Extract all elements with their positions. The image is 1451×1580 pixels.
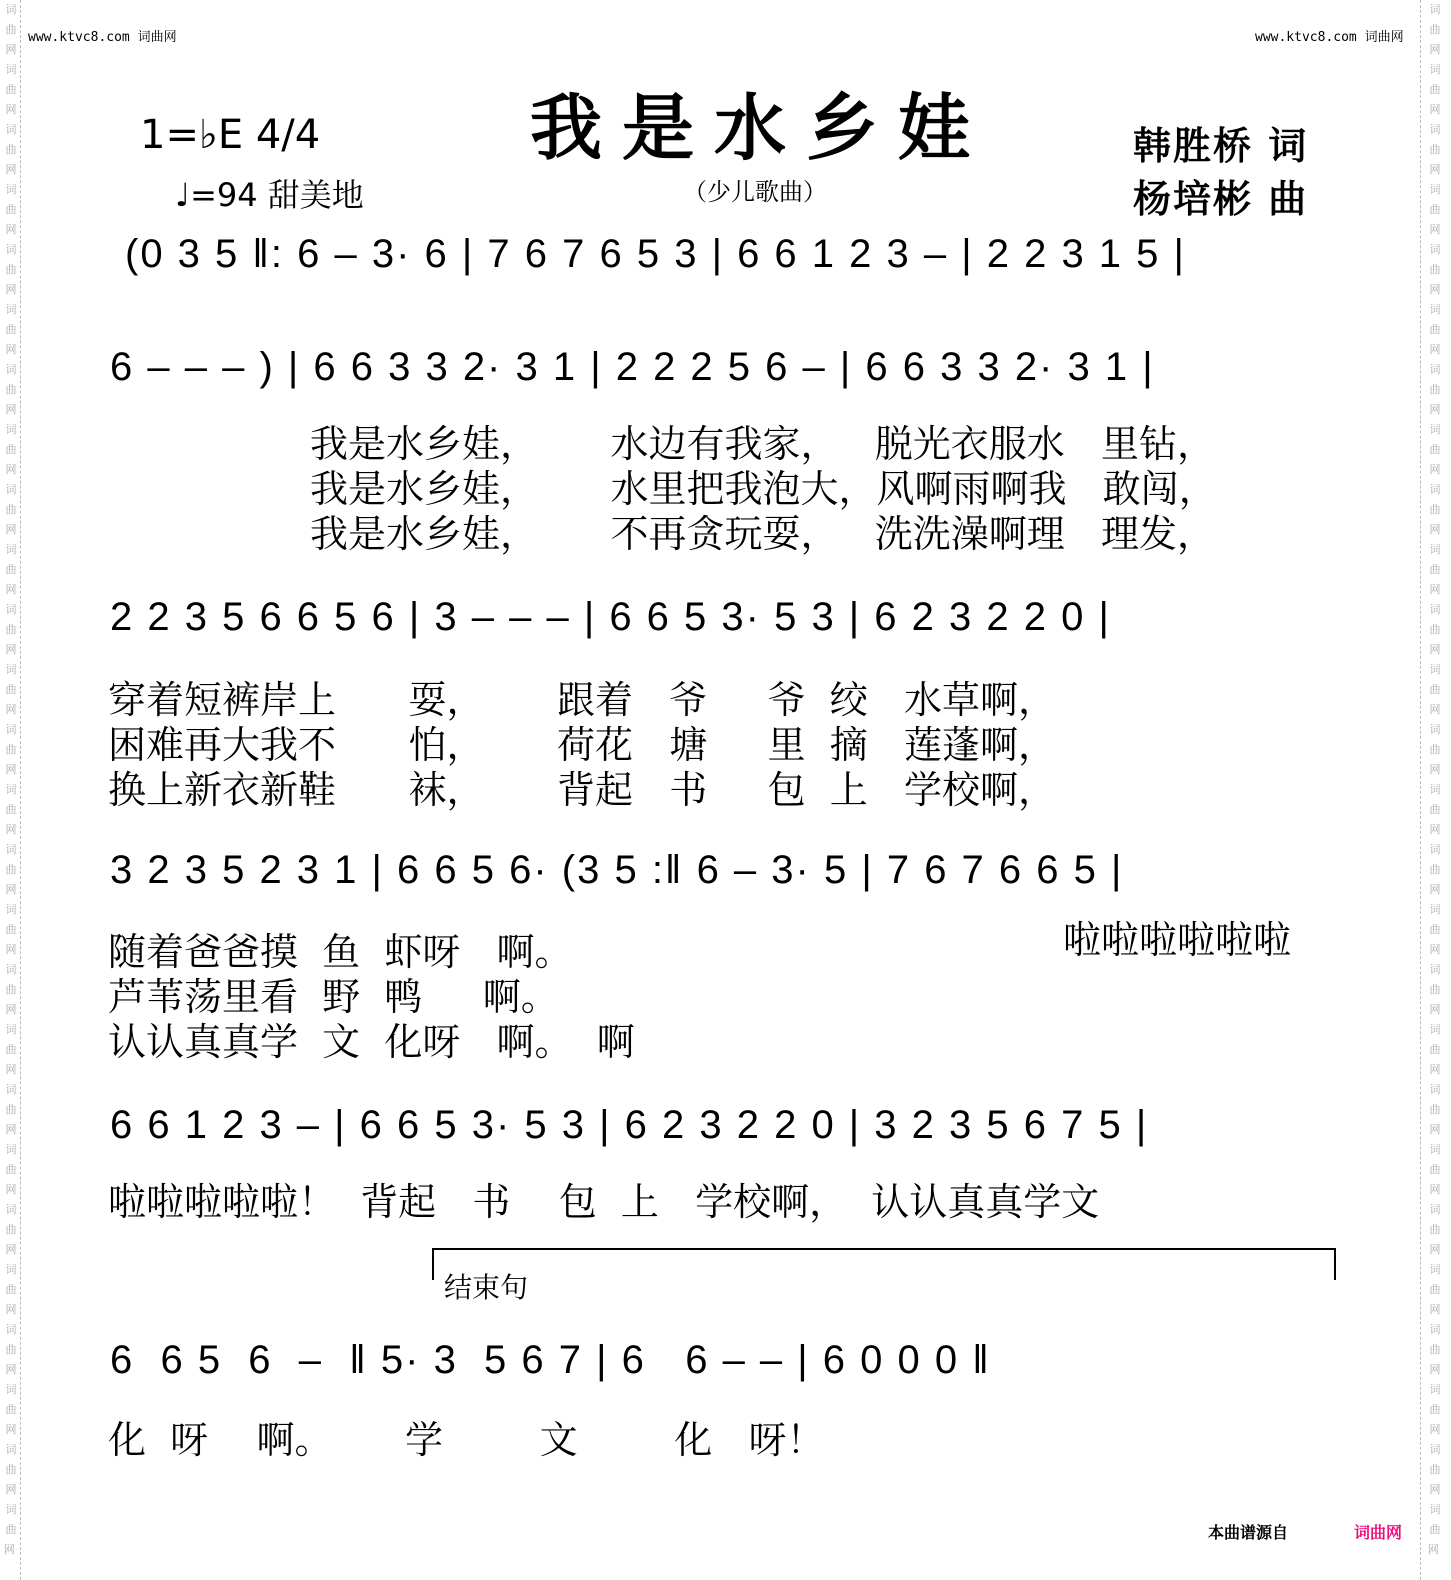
ending-label: 结束句 [444,1271,529,1304]
lyric-line: 我是水乡娃， 不再贪玩耍， 洗洗澡啊理 理发， [310,512,1215,556]
lyric-line: 我是水乡娃， 水里把我泡大，风啊雨啊我 敢闯， [310,467,1217,511]
lyric-line: 化 呀 啊。 学 文 化 呀！ [108,1418,825,1462]
notation-row: 6 – – – ) | 6 6 3 3 2· 3 1 | 2 2 2 5 6 – | 6 6 3 3 2· 3 1 | [110,345,1155,389]
lyric-line: 换上新衣新鞋 袜， 背起 书 包 上 学校啊， [108,768,1056,812]
left-watermark: 词曲网 词曲网 词曲网 词曲网 词曲网 词曲网 词曲网 词曲网 词曲网 词曲网 词曲网 词曲网 词曲网 词曲网 词曲网 词曲网 词曲网 词曲网 词曲网 词曲网 词曲网 词曲网 词曲网 词曲网 词曲网 词曲网 [3,3,20,1556]
notation-row: 6 6 1 2 3 – | 6 6 5 3· 5 3 | 6 2 3 2 2 0 | 3 2 3 5 6 7 5 | [110,1103,1149,1147]
notation-row: (0 3 5 ‖: 6 – 3· 6 | 7 6 7 6 5 3 | 6 6 1 2 3 – | 2 2 3 1 5 | [125,232,1186,276]
source-label: 本曲谱源自 [1208,1523,1289,1542]
lyric-la: 啦啦啦啦啦啦 [1063,918,1292,962]
key-signature: 1=♭E 4/4 [140,112,321,158]
composer: 杨培彬 曲 [1133,177,1309,221]
song-title: 我是水乡娃 [530,85,991,170]
lyric-line: 认认真真学 文 化呀 啊。 啊 [108,1020,635,1064]
notation-row: 6 6 5 6 – ‖ 5· 3 5 6 7 | 6 6 – – | 6 0 0 0 ‖ [110,1338,991,1382]
source-site: 词曲网 [1354,1523,1403,1542]
left-margin-line [20,0,21,1580]
site-watermark-left: www.ktvc8.com 词曲网 [28,30,177,45]
notation-row: 3 2 3 5 2 3 1 | 6 6 5 6· (3 5 :‖ 6 – 3· 5 | 7 6 7 6 6 5 | [110,848,1124,892]
song-subtitle: （少儿歌曲） [683,178,827,206]
lyric-line: 啦啦啦啦啦！ 背起 书 包 上 学校啊， 认认真真学文 [108,1180,1100,1224]
lyric-line: 芦苇荡里看 野 鸭 啊。 [108,975,559,1019]
lyric-line: 随着爸爸摸 鱼 虾呀 啊。 [108,930,573,974]
site-watermark-right: www.ktvc8.com 词曲网 [1255,30,1404,45]
tempo-marking: ♩=94 甜美地 [175,176,364,214]
lyric-line: 穿着短裤岸上 耍， 跟着 爷 爷 绞 水草啊， [108,678,1056,722]
right-watermark: 词曲网 词曲网 词曲网 词曲网 词曲网 词曲网 词曲网 词曲网 词曲网 词曲网 词曲网 词曲网 词曲网 词曲网 词曲网 词曲网 词曲网 词曲网 词曲网 词曲网 词曲网 词曲网 词曲网 词曲网 词曲网 词曲网 [1427,3,1444,1556]
right-margin-line [1420,0,1421,1580]
notation-row: 2 2 3 5 6 6 5 6 | 3 – – – | 6 6 5 3· 5 3 | 6 2 3 2 2 0 | [110,595,1111,639]
lyric-line: 我是水乡娃， 水边有我家， 脱光衣服水 里钻， [310,422,1215,466]
ending-bracket [432,1248,1336,1280]
lyricist: 韩胜桥 词 [1133,124,1309,168]
lyric-line: 困难再大我不 怕， 荷花 塘 里 摘 莲蓬啊， [108,723,1056,767]
